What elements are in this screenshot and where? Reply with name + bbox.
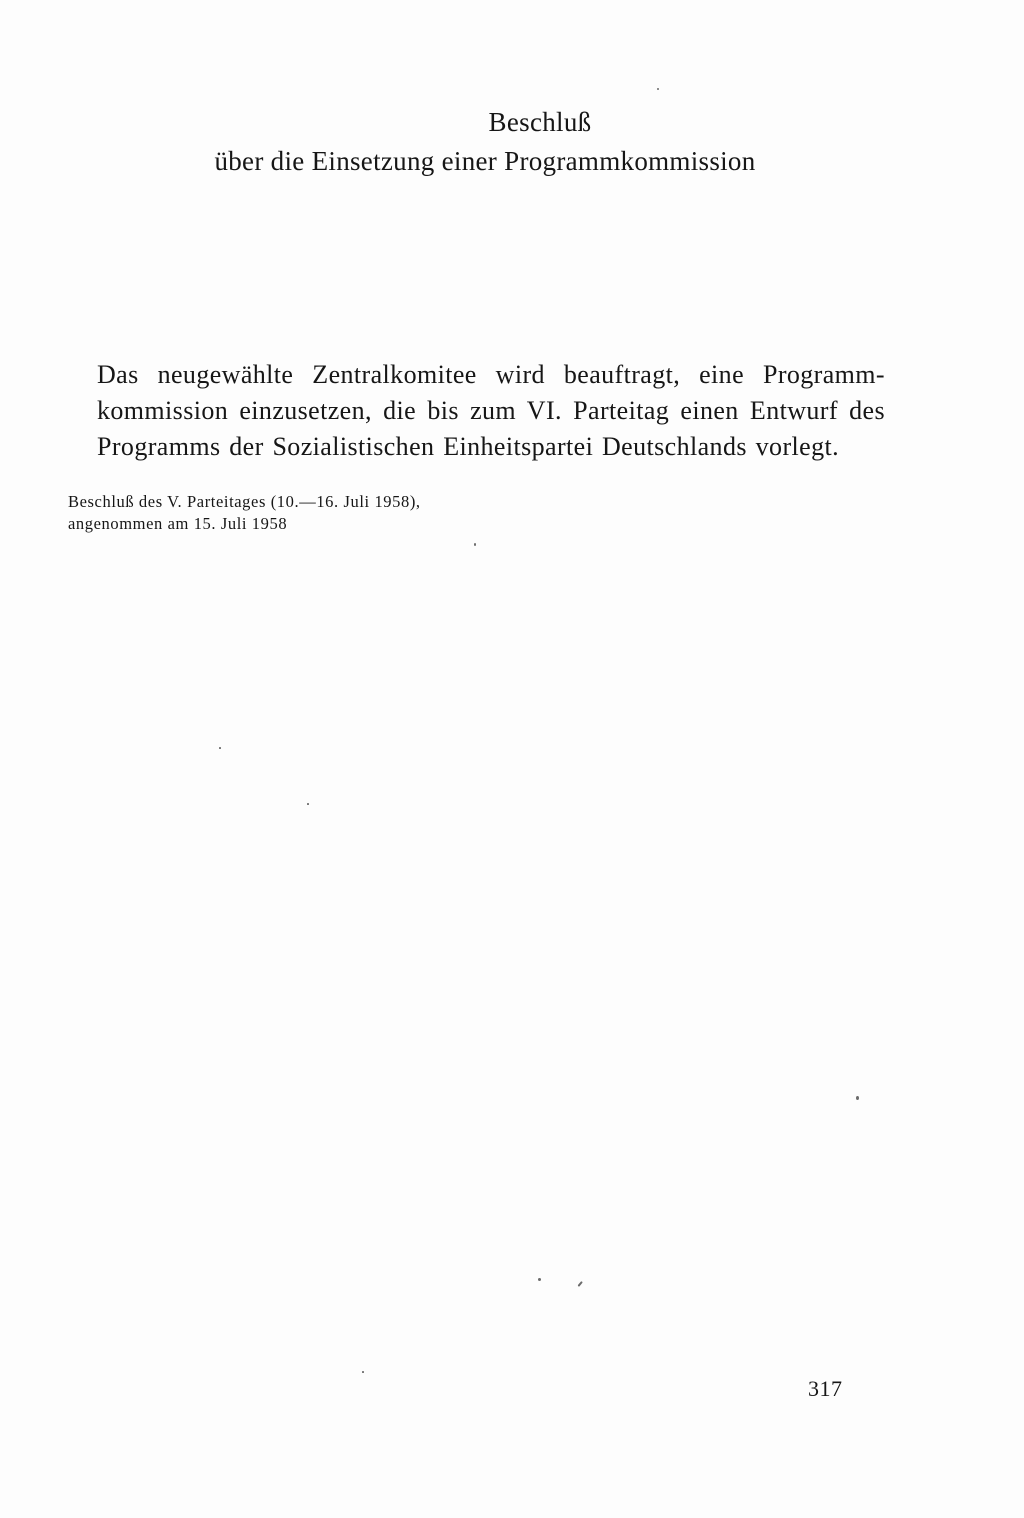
resolution-subtitle: über die Einsetzung einer Programmkommission [214, 146, 756, 176]
scan-speck [219, 747, 221, 749]
scan-speck [474, 543, 476, 546]
source-line-2: angenommen am 15. Juli 1958 [68, 514, 288, 533]
body-line-2: kommission einzusetzen, die bis zum VI. Parteitag einen Entwurf des [97, 396, 885, 425]
scan-speck [362, 1371, 364, 1373]
source-note [68, 491, 421, 535]
scan-speck [657, 88, 659, 90]
resolution-body [97, 357, 885, 465]
scan-speck [856, 1096, 859, 1100]
source-line-1: Beschluß des V. Parteitages (10.—16. Juli 1958), [68, 492, 421, 511]
body-line-1: Das neugewählte Zentralkomitee wird beauftragt, eine Programm- [97, 360, 885, 389]
resolution-title: Beschluß [488, 107, 592, 137]
scan-speck [538, 1278, 541, 1281]
page-number: 317 [808, 1376, 843, 1401]
scan-speck [307, 803, 309, 805]
scan-speck [577, 1281, 582, 1287]
body-line-3: Programms der Sozialistischen Einheitspartei Deutschlands vorlegt. [97, 432, 839, 461]
